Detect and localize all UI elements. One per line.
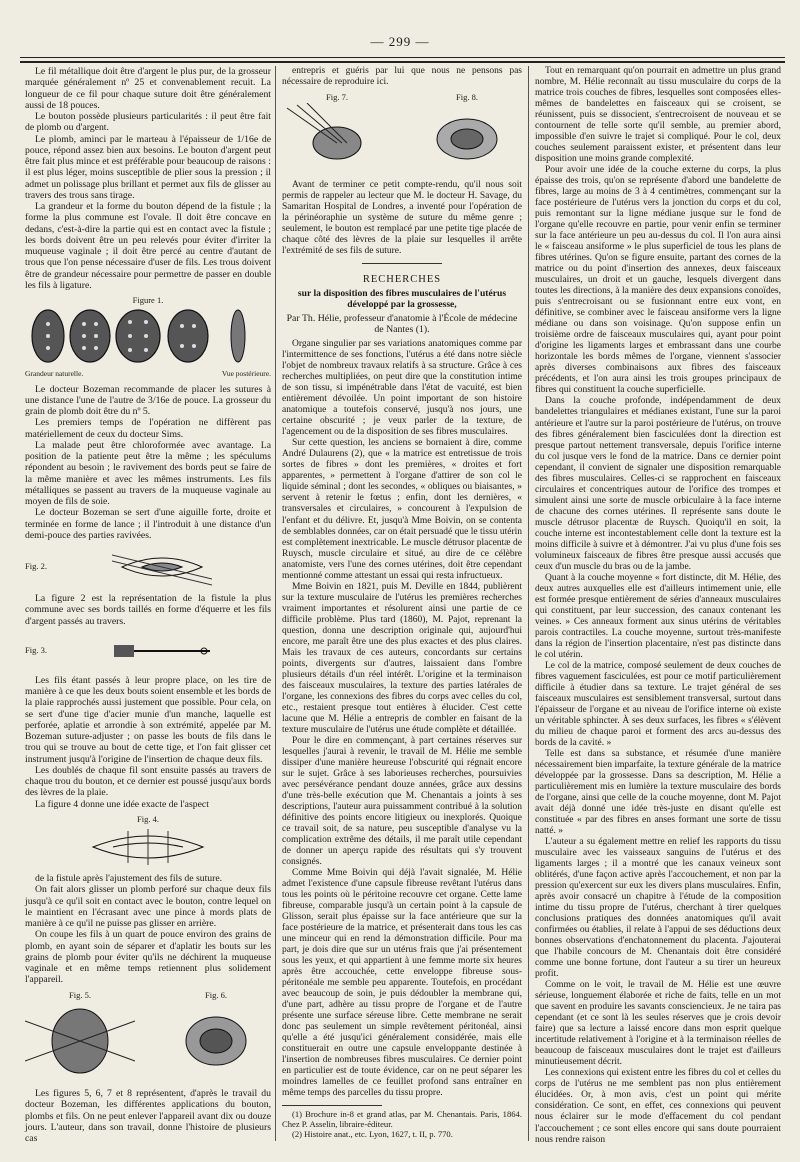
figure-3: [25, 631, 271, 671]
article-byline: Par Th. Hélie, professeur d'anatomie à l'École de médecine de Nantes (1).: [286, 313, 518, 336]
figure-label: Fig. 7.: [326, 92, 348, 103]
paragraph: Le fil métallique doit être d'argent le plus pur, de la grosseur marquée généralement nº 25 et convenablement recuit. La longueur de ce fil pour chaque suture doit être généralement aussi de 18 pouces.: [25, 66, 271, 111]
footnote-rule: [282, 1105, 382, 1106]
paragraph: Le docteur Bozeman se sert d'une aiguille forte, droite et terminée en forme de lance ; il l'introduit à une distance d'un demi-pouce des parties ravivées.: [25, 507, 271, 541]
paragraph: Les doublés de chaque fil sont ensuite passés au travers de chaque trou du bouton, et ce dernier est poussé jusqu'aux bords des lèvres de la plaie.: [25, 764, 271, 799]
sutured-fistula-illustration: [83, 825, 213, 869]
paragraph: Mme Boivin en 1821, puis M. Deville en 1844, publièrent sur la texture musculaire de l'utérus les premières recherches vraiment importantes et résolurent ainsi une partie de ce difficile problème. Plus tard (1860), M. Pajot, reprenant la question, donna une description originale qui, aujourd'hui encore, me paraît être une des plus exactes et des plus claires. Mais les travaux de ces auteurs, concordants sur certains points, divergents sur d'autres, laissaient dans l'ombre plusieurs détails d'un réel intérêt. L'origine et la terminaison des faisceaux musculaires, la texture des parties latérales de l'organe, les connexions des fibres du corps avec celles du col, etc., restaient presque tout entières à élucider. C'est cette lacune que M. Hélie a entrepris de combler en faisant de la texture musculaire de l'utérus une étude complète et détaillée.: [282, 581, 522, 735]
column-middle: [275, 66, 522, 1141]
paragraph: L'auteur a su également mettre en relief les rapports du tissu musculaire avec les vaisseaux sanguins de l'utérus et des ligaments larges ; il a montré que les canaux veineux sont oblitérés, d'une façon active après l'accouchement, et non par la pression qu'exercent sur eux les divers plans musculaires. Enfin, après avoir consacré un chapitre à l'étude de la composition intime du tissu propre de l'utérus, cherchant à tirer quelques conclusions pratiques des données anatomiques qu'il avait confirmées ou établies, il relate à l'appui de ses déductions deux bonnes observations d'enchatonnement du placenta. J'ajouterai que l'habile concours de M. Chenantais doit être considéré comme une bonne fortune, dont l'auteur a su tirer un heureux profit.: [535, 837, 781, 980]
figure-7: [282, 92, 392, 176]
paragraph: Organe singulier par ses variations anatomiques comme par l'intermittence de ses fonctions, l'utérus a été dans notre siècle l'objet de nombreux travaux relatifs à sa structure. Grâce à ces recherches multipliées, on peut dire que la constitution intime de son tissu, si impénétrable dans l'état de vacuité, est bien entièrement dévoilée. Un point important de son histoire anatomique a toutefois conservé, jusqu'à nos jours, une certaine obscurité ; je veux parler de la texture, de l'agencement ou de la disposition de ses fibres musculaires.: [282, 339, 522, 438]
figure-title: Figure 1.: [132, 295, 164, 305]
header-rule-thick: [20, 61, 785, 63]
figure-8: [412, 92, 522, 176]
paragraph: La grandeur et la forme du bouton dépend de la fistule ; la forme la plus commune est l'ovale. Il doit être concave en dedans, c'est-à-dire la partie qui est en contact avec la fistule ; les bords doivent être un peu relevés pour éviter d'irriter la muqueuse vaginale ; il doit être percé au centre d'autant de trous que l'on pense nécessaire d'user de fils. Les trous doivent être de grandeur nécessaire pour permettre de passer en double les fils à ligature.: [25, 201, 271, 291]
paragraph: On coupe les fils à un quart de pouce environ des grains de plomb, en ayant soin de séparer et d'aplatir les bouts sur les grains de plomb pour éviter qu'ils ne déchirent la muqueuse vaginale et en même temps retiennent plus solidement l'appareil.: [25, 929, 271, 986]
figure-6: [161, 990, 271, 1085]
wire-sutures-illustration: [412, 103, 522, 173]
footnote: (2) Histoire anat., etc. Lyon, 1627, t. II, p. 770.: [292, 1129, 453, 1140]
paragraph: Avant de terminer ce petit compte-rendu, qu'il nous soit permis de rappeler au lecteur que M. le docteur H. Savage, du Samaritan Hospital de Londres, a inventé pour l'opération de la périnéoraphie un système de suture du même genre ; seulement, le bouton est remplacé par une petite tige placée de chaque côté des lèvres de la plaie sur lesquelles il arrête l'extrémité de ses fils de suture.: [282, 180, 522, 257]
paragraph: Les figures 5, 6, 7 et 8 représentent, d'après le travail du docteur Bozeman, les différentes applications du bouton, plombs et fils. On ne peut enlever l'appareil avant dix ou douze jours. L'auteur, dans son travail, donne l'histoire de plusieurs cas: [25, 1088, 271, 1144]
figure-2: [25, 545, 271, 589]
paragraph: Sur cette question, les anciens se bornaient à dire, comme André Dulaurens (2), que « la matrice est entretissue de trois sortes de fibres » dont les premières, « droites et fort apparentes, » permettent à l'organe d'attirer de son col le liquide séminal ; dont les secondes, « obliques ou biaisantes, » servent à retenir le fœtus ; enfin, dont les dernières, « transversales et circulaires, » concourent à l'expulsion de l'enfant et du délivre. Et, jusqu'à Mme Boivin, on se contenta de semblables données, car on était persuadé que le tissu utérin est complètement inextricable. Le muscle détrusor placentæ de Ruysch, muscle circulaire et situé, au dire de ce célèbre anatomiste, vers l'une des cornes utérines, doit être cependant mentionné comme attestant un essai qui resta infructueux.: [282, 438, 522, 581]
paragraph: Le plomb, aminci par le marteau à l'épaisseur de 1/16e de pouce, répond assez bien aux besoins. Le bouton d'argent peut être fait plus mince et est préférable pour beaucoup de raisons : il est plus léger, moins susceptible de plier sous la pression ; il admet un polissage plus brillant et permet aux fils de glisser au travers des trous sans tirage.: [25, 133, 271, 201]
column-left: [25, 66, 271, 1144]
figure-caption: Vue postérieure.: [221, 369, 271, 379]
figure-label: Fig. 4.: [137, 813, 159, 824]
paragraph: Le col de la matrice, composé seulement de deux couches de fibres vaguement fasciculées, est pour ce motif particulièrement difficile à étudier dans sa texture. Le trajet général de ses faisceaux musculaires est sensiblement transversal, surtout dans l'épaisseur de l'organe et au niveau de l'orifice interne où existe un véritable sphincter. À ses deux surfaces, les fibres « s'élèvent du milieu de chaque paroi et forment des arcs au-dessus des bords de la cavité. »: [535, 660, 781, 748]
figure-caption: Grandeur naturelle.: [25, 369, 84, 379]
figure-label: Fig. 5.: [69, 989, 91, 1000]
wire-sutures-illustration: [282, 103, 392, 173]
paragraph: Comme Mme Boivin qui déjà l'avait signalée, M. Hélie admet l'existence d'une capsule fibreuse revêtant l'utérus dans tous les points où le péritoine recouvre cet organe. Cette lame fibreuse, comparable jusqu'à un certain point à la capsule de Glisson, serait plus épaisse sur la face antérieure que sur la face postérieure de la matrice, et présenterait dans tous les cas une minceur qui en rend la démonstration difficile. Pour ma part, je dois dire que sur un utérus frais que j'ai présentement sous les yeux, et qui appartient à une femme morte six heures après être accouchée, cette enveloppe fibreuse sous-péritonéale me semble peu apparente. Toutefois, en procédant avec beaucoup de soin, je puis dédoubler la membrane qui, d'une part, adhère au tissu propre de l'organe et de l'autre présente une surface séreuse libre. Cette membrane ne serait donc pas seulement un simple revêtement péritonéal, ainsi qu'elle a été jusqu'ici généralement considérée, mais elle constituerait en outre une capsule enveloppante destinée à l'insertion de nombreuses fibres musculaires. Ce dernier point en particulier est de toute évidence, car on ne peut séparer les moindres lamelles de ce feuillet profond sans entraîner en même temps des parcelles du tissu propre.: [282, 868, 522, 1099]
paragraph: Le docteur Bozeman recommande de placer les sutures à une distance l'une de l'autre de 3/16e de pouce. La grosseur du grain de plomb doit être du nº 5.: [25, 383, 271, 417]
paragraph: Comme on le voit, le travail de M. Hélie est une œuvre sérieuse, longuement élaborée et riche de faits, telle en un mot que savent en produire les savants consciencieux. Je ne taira pas cependant (et ce sont là les seules réserves que je crois devoir faire) que sa lecture a laissé encore dans mon esprit quelque incertitude relativement à l'origine et à la terminaison réelles de beaucoup de faisceaux musculaires dont le trajet est d'ailleurs minutieusement décrit.: [535, 980, 781, 1068]
paragraph: Les connexions qui existent entre les fibres du col et celles du corps de l'utérus ne me semblent pas non plus entièrement élucidées. Or, à mon avis, c'est un point qui mérite considération. Ce sont, en effet, ces connexions qui peuvent nous éclairer sur le mode d'effacement du col pendant l'accouchement ; ce sont elles encore qui sans doute pourraient nous rendre raison: [535, 1068, 781, 1145]
page-number: — 299 —: [370, 34, 430, 49]
suture-adjuster-illustration: [112, 631, 212, 671]
paragraph: Les premiers temps de l'opération ne diffèrent pas matériellement de ceux du docteur Sims.: [25, 417, 271, 440]
figure-5: [25, 990, 135, 1085]
footnote: (1) Brochure in-8 et grand atlas, par M. Chenantais. Paris, 1864. Chez P. Asselin, libraire-éditeur.: [282, 1109, 522, 1130]
figure-1: [25, 295, 271, 380]
paragraph: entrepris et guéris par lui que nous ne pensons pas nécessaire de reproduire ici.: [282, 66, 522, 88]
section-divider: [362, 263, 442, 264]
paragraph: de la fistule après l'ajustement des fils de suture.: [35, 873, 223, 884]
column-right: [528, 66, 781, 1145]
paragraph: Pour avoir une idée de la couche externe du corps, la plus épaisse des trois, qu'on se représente d'abord une bandelette de fibres, large au moins de 3 à 4 centimètres, commençant sur la face postérieure de l'utérus vers la jonction du corps et du col, puis remontant sur la ligne médiane jusque sur le fond de l'organe qu'elle recouvre en partie, pour venir enfin se terminer sur la face antérieure un peu au-dessus du col. Il l'on aura ainsi le « faisceau ansiforme » le plus superficiel de tous les plans de fibres utérines. Qu'on se figure ensuite, partant des cornes de la matrice ou du point d'insertion des annexes, deux faisceaux musculaires, un droit et un gauche, lesquels divergent dans toutes les directions, à la manière des deux expansions conoïdes, puis s'entrecroisant ou se fusionnant entre eux vont, en définitive, se combiner avec le faisceau ansiforme vers la ligne médiane ou dans son voisinage. Qu'on suppose enfin un troisième ordre de faisceaux musculaires qui, ayant pour point d'origine les ligaments larges et embrassant dans une courbe horizontale les bords mêmes de l'organe, viennent s'associer après diverses combinaisons aux fibres des faisceaux précédents, et l'on aura ainsi les trois groupes principaux de fibres qui constituent la couche superficielle.: [535, 165, 781, 396]
paragraph: Pour le dire en commençant, à part certaines réserves sur lesquelles j'aurai à revenir, le travail de M. Hélie me semble dissiper d'une manière heureuse l'obscurité qui régnait encore sur le sujet. Grâce à ses laborieuses recherches, poursuivies avec persévérance pendant douze années, grâce aux dessins d'une très-belle exécution que M. Chenantais a joints à ses descriptions, l'auteur aura puissamment contribué à la solution définitive des points encore litigieux ou inexplorés. Quoique ce travail soit, de sa nature, peu susceptible d'analyse vu la complication extrême des détails, il me paraît utile cependant de donner un aperçu rapide des résultats qui s'y trouvent consignés.: [282, 735, 522, 867]
paragraph: Le bouton possède plusieurs particularités : il peut être fait de plomb ou d'argent.: [25, 111, 271, 134]
paragraph: Telle est dans sa substance, et résumée d'une manière nécessairement bien imparfaite, la texture générale de la matrice développée par la grossesse. Dans sa description, M. Hélie a particulièrement mis en lumière la texture musculaire des bords de l'organe, ainsi que celle de la couche moyenne, dont M. Pajot avait déjà donné une idée très-juste en disant qu'elle est constituée « par des fibres en anses formant une sorte de tissu natté. »: [535, 748, 781, 837]
paragraph: Les fils étant passés à leur propre place, on les tire de manière à ce que les deux bouts soient ensemble et les bords de la plaie rapprochés aussi justement que possible. Pour cela, on se sert d'une tige d'acier munie d'un manche, laquelle est perforée, aplatie et arrondie à son extrémité, appelée par M. Bozeman suture-adjuster ; on passe les bouts de fils dans le trou qui se trouve au bout de cette tige, et l'on fait glisser cet instrument jusqu'à l'origine de l'insertion de chaque deux fils.: [25, 674, 271, 765]
figure-4: [25, 814, 271, 869]
fistula-illustration: [112, 545, 212, 589]
figures-5-6: [25, 990, 271, 1085]
figure-label: Fig. 8.: [456, 92, 478, 103]
figure-label: Fig. 2.: [25, 561, 47, 572]
paragraph: Tout en remarquant qu'on pourrait en admettre un plus grand nombre, M. Hélie reconnaît au tissu musculaire du corps de la matrice trois couches de fibres, lesquelles sont composées elles-mêmes de bandelettes en faisceaux qui se croisent, se réunissent, puis se dissocient, s'entrecroisent de nouveau et se contournent de telle sorte qu'il semble, au premier abord, impossible d'en suivre le trajet si compliqué. Pour le col, deux couches seulement paraissent exister, et présentent dans leur disposition une moins grande complexité.: [535, 66, 781, 165]
paragraph: La malade peut être chloroformée avec avantage. La position de la patiente peut être la même ; les spéculums répondent au besoin ; le ravivement des bords peut se faire de la même manière et avec les mêmes instruments. Les fils métalliques se passent au travers de la muqueuse vaginale au moyen de fils de soie.: [25, 439, 271, 507]
figure-label: Fig. 6.: [205, 989, 227, 1000]
paragraph: On fait alors glisser un plomb perforé sur chaque deux fils jusqu'à ce qu'il soit en contact avec le bouton, contre lequel on le maintient en l'écrasant avec une pince à mords plats de manière à ce qu'il ne puisse pas glisser en arrière.: [25, 884, 271, 929]
paragraph: La figure 2 est la représentation de la fistule la plus commune avec ses bords taillés en forme d'équerre et les fils d'argent passés au travers.: [25, 593, 271, 627]
paragraph: Dans la couche profonde, indépendamment de deux bandelettes triangulaires et médianes existant, l'une sur la paroi antérieure et l'autre sur la paroi postérieure de l'utérus, on trouve des fibres généralement bien fasciculées dont la direction est presque partout nettement transversale, depuis l'orifice interne du col jusque vers le fond de la matrice. Dans ce dernier point cependant, il convient de signaler une disposition remarquable des fibres musculaires. Celles-ci se rapprochent en faisceaux circulaires et concentriques autour de l'orifice des trompes et simulent ainsi une sorte de muscle orbiculaire à la face interne de chacune des cornes utérines. Il représente sans doute le muscle détrusor placentæ de Ruysch. Quoiqu'il en soit, la couche interne est incontestablement celle dont la texture est la moins difficile à suivre et à démontrer. J'ai vu plus d'une fois ses volumineux faisceaux de fibres être presque aussi accusés que ceux d'un muscle du bras ou de la jambe.: [535, 396, 781, 572]
button-application-illustration: [161, 1001, 271, 1081]
paragraph: Quant à la couche moyenne « fort distincte, dit M. Hélie, des deux autres auxquelles elle est d'ailleurs intimement unie, elle est formée presque entièrement de séries d'anneaux musculaires qui constituent, par leur succession, des canaux contenant les veines. » Ces anneaux forment aux sinus utérins de véritables parois contractiles. La couche moyenne, surtout très-manifeste dans la région de l'insertion placentaire, n'est pas distincte dans le col utérin.: [535, 572, 781, 660]
article-heading: RECHERCHES: [362, 274, 442, 286]
header-rule: [20, 57, 785, 58]
article-subheading: sur la disposition des fibres musculaires de l'utérus développé par la grossesse,: [297, 288, 507, 311]
paragraph: La figure 4 donne une idée exacte de l'aspect: [35, 798, 209, 810]
figures-7-8: [282, 92, 522, 176]
figure-label: Fig. 3.: [25, 645, 47, 656]
button-plates-illustration: [28, 306, 268, 368]
button-application-illustration: [25, 1001, 135, 1081]
